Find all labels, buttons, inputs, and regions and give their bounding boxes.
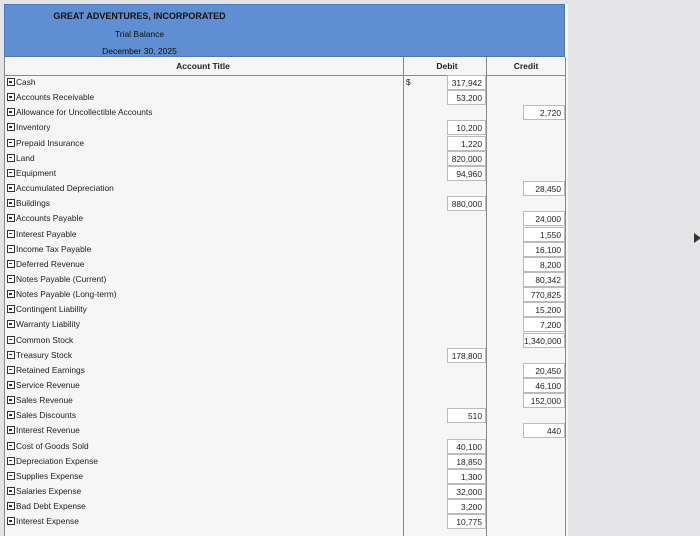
debit-cell[interactable] [447, 242, 486, 257]
debit-cell[interactable]: 178,800 [447, 348, 486, 363]
account-title-header: Account Title [176, 61, 230, 71]
credit-cell[interactable]: 24,000 [523, 211, 565, 226]
account-title: Treasury Stock [16, 349, 73, 360]
debit-cell[interactable] [447, 227, 486, 242]
account-title: Buildings [16, 198, 50, 209]
credit-cell[interactable] [523, 499, 565, 514]
table-row [4, 484, 565, 499]
debit-cell[interactable]: 1,220 [447, 136, 486, 151]
table-row [4, 439, 565, 454]
row-menu-icon[interactable] [7, 381, 15, 389]
row-menu-icon[interactable] [7, 214, 15, 222]
account-title: Interest Revenue [16, 425, 80, 436]
company-name: GREAT ADVENTURES, INCORPORATED [53, 11, 226, 21]
table-row [4, 302, 565, 317]
credit-cell[interactable]: 440 [523, 423, 565, 438]
credit-cell[interactable]: 16,100 [523, 242, 565, 257]
table-row [4, 514, 565, 529]
account-title: Notes Payable (Long-term) [16, 289, 117, 300]
row-menu-icon[interactable] [7, 245, 15, 253]
account-title: Cost of Goods Sold [16, 440, 89, 451]
table-row [4, 423, 565, 438]
table-row [4, 317, 565, 332]
credit-cell[interactable]: 46,100 [523, 378, 565, 393]
row-menu-icon[interactable] [7, 457, 15, 465]
row-menu-icon[interactable] [7, 184, 15, 192]
debit-cell[interactable] [447, 105, 486, 120]
account-title: Inventory [16, 122, 51, 133]
table-row [4, 105, 565, 120]
row-menu-icon[interactable] [7, 472, 15, 480]
debit-cell[interactable]: 1,300 [447, 469, 486, 484]
row-menu-icon[interactable] [7, 199, 15, 207]
row-menu-icon[interactable] [7, 502, 15, 510]
table-row [4, 90, 565, 105]
account-title: Accounts Payable [16, 213, 84, 224]
credit-cell[interactable]: 1,550 [523, 227, 565, 242]
credit-cell[interactable] [523, 136, 565, 151]
account-title: Salaries Expense [16, 486, 82, 497]
account-title: Accounts Receivable [16, 92, 95, 103]
debit-cell[interactable] [447, 272, 486, 287]
table-row [4, 408, 565, 423]
account-title: Sales Discounts [16, 410, 77, 421]
table-border-right [565, 57, 566, 536]
credit-header: Credit [513, 61, 539, 71]
table-row [4, 75, 565, 90]
currency-symbol: $ [406, 77, 411, 87]
account-title: Deferred Revenue [16, 258, 85, 269]
credit-cell[interactable] [523, 151, 565, 166]
table-row [4, 499, 565, 514]
debit-cell[interactable] [447, 393, 486, 408]
row-menu-icon[interactable] [7, 169, 15, 177]
row-menu-icon[interactable] [7, 139, 15, 147]
account-title: Bad Debt Expense [16, 501, 86, 512]
debit-cell[interactable]: 18,850 [447, 454, 486, 469]
row-menu-icon[interactable] [7, 123, 15, 131]
account-title: Depreciation Expense [16, 455, 98, 466]
table-row [4, 166, 565, 181]
table-row [4, 257, 565, 272]
table-row [4, 454, 565, 469]
credit-cell[interactable]: 20,450 [523, 363, 565, 378]
table-row [4, 227, 565, 242]
debit-cell[interactable] [447, 423, 486, 438]
report-header [4, 4, 565, 57]
table-row [4, 242, 565, 257]
table-row [4, 378, 565, 393]
credit-cell[interactable]: 770,825 [523, 287, 565, 302]
credit-cell[interactable]: 8,200 [523, 257, 565, 272]
row-menu-icon[interactable] [7, 275, 15, 283]
debit-cell[interactable]: 820,000 [447, 151, 486, 166]
credit-cell[interactable]: 80,342 [523, 272, 565, 287]
credit-cell[interactable]: 15,200 [523, 302, 565, 317]
row-menu-icon[interactable] [7, 396, 15, 404]
debit-cell[interactable] [447, 302, 486, 317]
row-menu-icon[interactable] [7, 351, 15, 359]
credit-cell[interactable]: 1,340,000 [523, 333, 565, 348]
row-menu-icon[interactable] [7, 260, 15, 268]
table-row [4, 151, 565, 166]
account-title: Interest Expense [16, 516, 79, 527]
table-row [4, 272, 565, 287]
debit-cell[interactable] [447, 287, 486, 302]
account-title: Sales Revenue [16, 395, 73, 406]
row-menu-icon[interactable] [7, 411, 15, 419]
account-title: Land [16, 152, 35, 163]
table-row [4, 196, 565, 211]
table-row [4, 287, 565, 302]
debit-cell[interactable] [447, 333, 486, 348]
table-row [4, 181, 565, 196]
account-title: Equipment [16, 167, 57, 178]
row-menu-icon[interactable] [7, 93, 15, 101]
debit-cell[interactable]: 40,100 [447, 439, 486, 454]
account-title: Common Stock [16, 334, 74, 345]
account-title: Interest Payable [16, 228, 77, 239]
debit-cell[interactable] [447, 378, 486, 393]
credit-cell[interactable]: 7,200 [523, 317, 565, 332]
account-title: Service Revenue [16, 380, 80, 390]
account-title: Income Tax Payable [16, 243, 92, 254]
row-menu-icon[interactable] [7, 426, 15, 434]
credit-cell[interactable] [523, 166, 565, 181]
account-title: Supplies Expense [16, 470, 84, 481]
credit-cell[interactable] [523, 348, 565, 363]
debit-cell[interactable]: 880,000 [447, 196, 486, 211]
credit-cell[interactable]: 2,720 [523, 105, 565, 120]
credit-cell[interactable] [523, 90, 565, 105]
debit-cell[interactable] [447, 181, 486, 196]
report-date: December 30, 2025 [102, 46, 177, 56]
row-menu-icon[interactable] [7, 442, 15, 450]
debit-cell[interactable]: 510 [447, 408, 486, 423]
report-title: Trial Balance [114, 29, 165, 39]
row-menu-icon[interactable] [7, 366, 15, 374]
credit-cell[interactable]: 152,000 [523, 393, 565, 408]
table-row [4, 120, 565, 135]
row-menu-icon[interactable] [7, 517, 15, 525]
table-row [4, 469, 565, 484]
account-title: Contingent Liability [16, 304, 87, 315]
row-menu-icon[interactable] [7, 108, 15, 116]
mouse-cursor-icon [694, 233, 700, 243]
account-title: Notes Payable (Current) [16, 273, 107, 284]
debit-cell[interactable]: 10,200 [447, 120, 486, 135]
row-menu-icon[interactable] [7, 78, 15, 86]
account-title: Prepaid Insurance [16, 137, 84, 148]
table-row [4, 363, 565, 378]
debit-cell[interactable] [447, 211, 486, 226]
debit-cell[interactable]: 32,000 [447, 484, 486, 499]
row-menu-icon[interactable] [7, 487, 15, 495]
table-row [4, 348, 565, 363]
debit-header: Debit [436, 61, 458, 71]
row-menu-icon[interactable] [7, 230, 15, 238]
row-menu-icon[interactable] [7, 154, 15, 162]
debit-cell[interactable] [447, 257, 486, 272]
debit-cell[interactable] [447, 363, 486, 378]
credit-cell[interactable] [523, 439, 565, 454]
table-row [4, 136, 565, 151]
account-title: Cash [16, 77, 36, 87]
account-title: Retained Earnings [16, 364, 85, 375]
table-row [4, 211, 565, 226]
debit-cell[interactable]: 10,775 [447, 514, 486, 529]
debit-cell[interactable]: 53,200 [447, 90, 486, 105]
credit-cell[interactable] [523, 75, 565, 90]
row-menu-icon[interactable] [7, 336, 15, 344]
row-menu-icon[interactable] [7, 290, 15, 298]
credit-cell[interactable] [523, 454, 565, 469]
credit-cell[interactable] [523, 196, 565, 211]
account-title: Accumulated Depreciation [16, 183, 114, 194]
credit-cell[interactable] [523, 408, 565, 423]
row-menu-icon[interactable] [7, 305, 15, 313]
debit-cell[interactable]: 3,200 [447, 499, 486, 514]
credit-cell[interactable] [523, 514, 565, 529]
credit-cell[interactable]: 28,450 [523, 181, 565, 196]
table-row [4, 393, 565, 408]
account-title: Warranty Liability [16, 319, 80, 330]
table-row [4, 333, 565, 348]
credit-cell[interactable] [523, 120, 565, 135]
credit-cell[interactable] [523, 484, 565, 499]
debit-cell[interactable]: 317,942 [447, 75, 486, 90]
credit-cell[interactable] [523, 469, 565, 484]
row-menu-icon[interactable] [7, 320, 15, 328]
debit-cell[interactable]: 94,960 [447, 166, 486, 181]
debit-cell[interactable] [447, 317, 486, 332]
account-title: Allowance for Uncollectible Accounts [16, 107, 153, 118]
